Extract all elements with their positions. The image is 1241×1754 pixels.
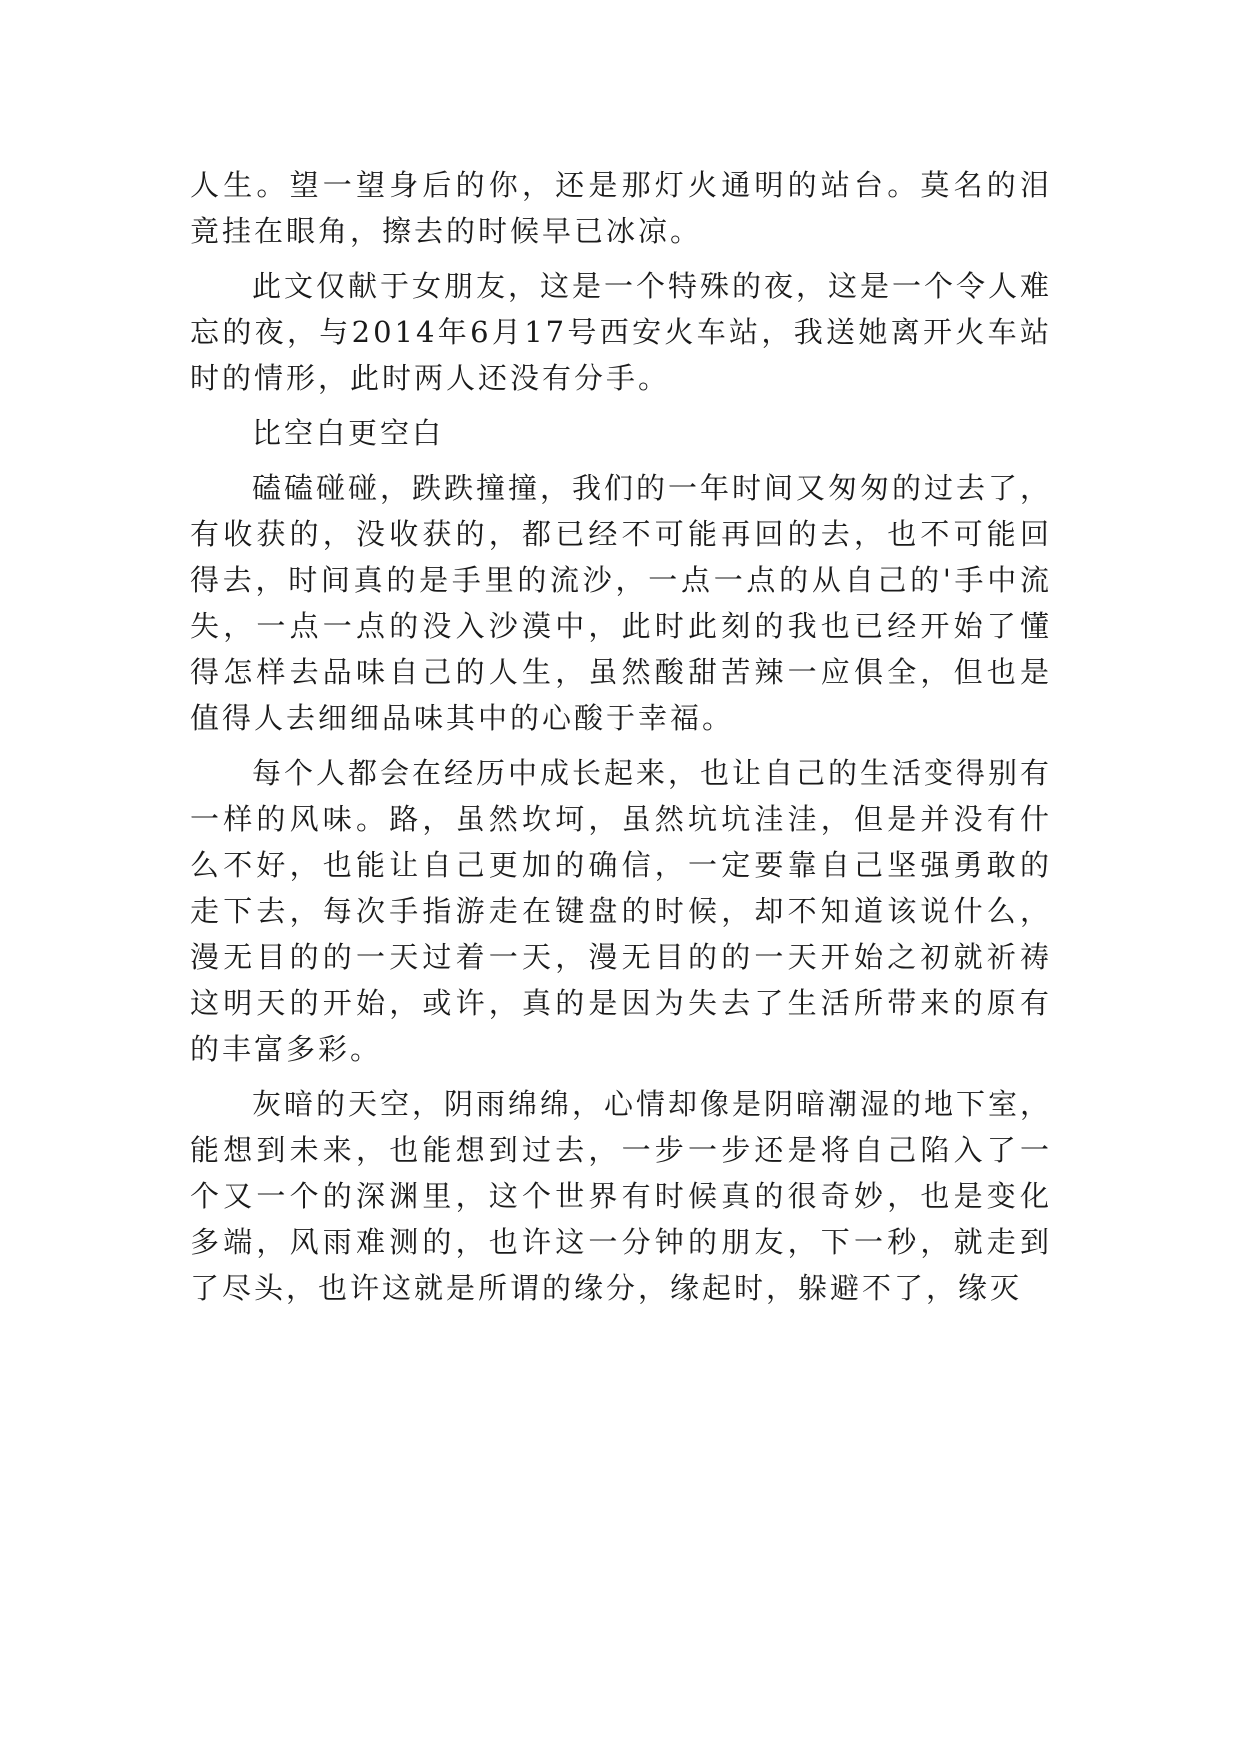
paragraph-5: 灰暗的天空，阴雨绵绵，心情却像是阴暗潮湿的地下室，能想到未来，也能想到过去，一步一步还是将自己陷入了一个又一个的深渊里，这个世界有时候真的很奇妙，也是变化多端，风雨难测的，也许这一分钟的朋友，下一秒，就走到了尽头，也许这就是所谓的缘分，缘起时，躲避不了，缘灭 — [190, 1087, 1053, 1305]
paragraph-2: 此文仅献于女朋友，这是一个特殊的夜，这是一个令人难忘的夜，与2014年6月17号西安火车站，我送她离开火车站时的情形，此时两人还没有分手。 — [190, 269, 1053, 395]
paragraph-4: 每个人都会在经历中成长起来，也让自己的生活变得别有一样的风味。路，虽然坎坷，虽然坑坑洼洼，但是并没有什么不好，也能让自己更加的确信，一定要靠自己坚强勇敢的走下去，每次手指游走在键盘的时候，却不知道该说什么，漫无目的的一天过着一天，漫无目的的一天开始之初就祈祷这明天的开始，或许，真的是因为失去了生活所带来的原有的丰富多彩。 — [190, 756, 1053, 1066]
paragraph-3: 磕磕碰碰，跌跌撞撞，我们的一年时间又匆匆的过去了，有收获的，没收获的，都已经不可能再回的去，也不可能回得去，时间真的是手里的流沙，一点一点的从自己的'手中流失，一点一点的没入沙漠中，此时此刻的我也已经开始了懂得怎样去品味自己的人生，虽然酸甜苦辣一应俱全，但也是值得人去细细品味其中的心酸于幸福。 — [190, 471, 1053, 735]
document-body — [190, 162, 1052, 1320]
paragraph-1: 人生。望一望身后的你，还是那灯火通明的站台。莫名的泪竟挂在眼角，擦去的时候早已冰凉。 — [190, 168, 1052, 248]
section-heading: 比空白更空白 — [252, 416, 445, 450]
